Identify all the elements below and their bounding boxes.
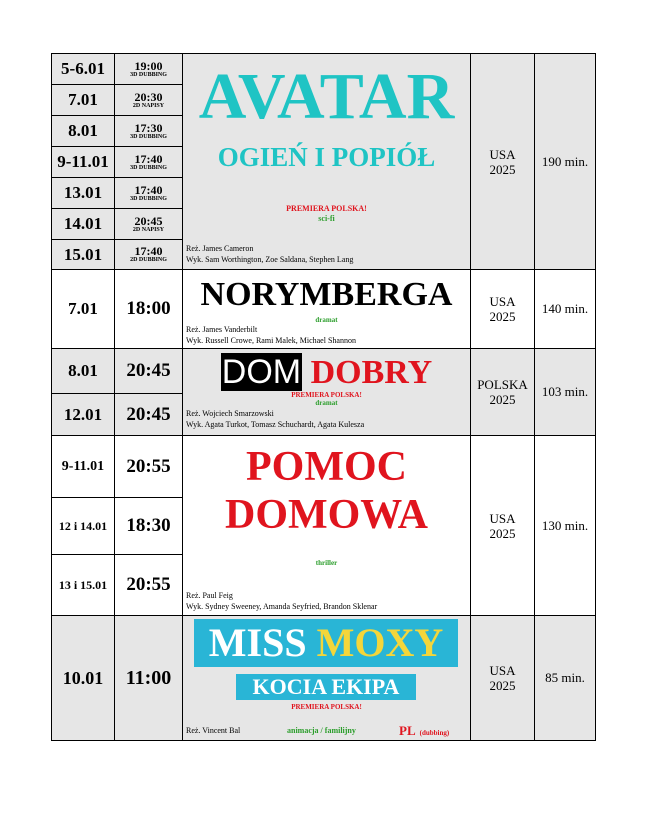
dom-dobry-date-2 — [51, 393, 115, 436]
director-label: Reż. James Vanderbilt — [186, 325, 258, 334]
title-moxy: MOXY — [316, 620, 444, 665]
time-text: 20:45 — [126, 403, 171, 425]
premiere-label: PREMIERA POLSKA! — [291, 391, 362, 399]
moxy-duration — [534, 615, 596, 741]
director-label: Reż. Wojciech Smarzowski — [186, 409, 274, 418]
format-text: 3D DUBBING — [130, 195, 167, 202]
time-text: 17:30 — [134, 120, 163, 135]
date-text: 9-11.01 — [61, 458, 105, 474]
date-text: 8.01 — [68, 121, 98, 140]
lang-code: PL — [399, 723, 416, 738]
format-text: 2D NAPISY — [132, 102, 165, 109]
format-text: 2D DUBBING — [130, 257, 167, 263]
year-text: 2025 — [489, 525, 516, 541]
avatar-origin — [470, 53, 535, 270]
avatar-subtitle: OGIEŃ I POPIÓŁ — [217, 142, 436, 172]
avatar-info — [182, 53, 471, 270]
premiere-label: PREMIERA POLSKA! — [286, 204, 367, 213]
avatar-time-5 — [114, 177, 183, 209]
date-text: 12.01 — [63, 404, 103, 424]
date-text: 7.01 — [68, 90, 98, 109]
genre-label: thriller — [315, 559, 338, 567]
duration-text: 140 min. — [541, 301, 589, 316]
date-text: 14.01 — [63, 214, 103, 233]
pomoc-info — [182, 435, 471, 616]
avatar-date-1 — [51, 53, 115, 85]
pomoc-title-line1: POMOC — [246, 444, 407, 490]
moxy-title-box — [194, 619, 458, 667]
moxy-origin — [470, 615, 535, 741]
norymberga-duration — [534, 269, 596, 349]
dom-dobry-time-1 — [114, 348, 183, 394]
date-text: 13.01 — [63, 183, 103, 202]
time-text: 19:00 — [134, 58, 163, 73]
cast-label: Wyk. Russell Crowe, Rami Malek, Michael Shannon — [186, 336, 356, 345]
cast-label: Wyk. Sam Worthington, Zoe Saldana, Stephen Lang — [186, 255, 354, 264]
year-text: 2025 — [489, 678, 516, 693]
time-text: 20:55 — [126, 455, 171, 477]
dom-dobry-title — [183, 353, 470, 392]
pomoc-time-3 — [114, 554, 183, 616]
avatar-title: AVATAR — [198, 60, 455, 133]
pomoc-time-1 — [114, 435, 183, 498]
premiere-label: PREMIERA POLSKA! — [291, 703, 362, 711]
dom-dobry-date-1 — [51, 348, 115, 394]
norymberga-origin — [470, 269, 535, 349]
director-label: Reż. Vincent Bal — [186, 726, 241, 735]
moxy-date — [51, 615, 115, 741]
norymberga-time — [114, 269, 183, 349]
avatar-time-3 — [114, 115, 183, 147]
director-label: Reż. James Cameron — [186, 244, 254, 253]
date-text: 5-6.01 — [61, 59, 105, 78]
avatar-time-1 — [114, 53, 183, 85]
pomoc-duration — [534, 435, 596, 616]
pomoc-time-2 — [114, 497, 183, 555]
avatar-duration — [534, 53, 596, 270]
schedule-table — [51, 53, 596, 741]
title-dobry: DOBRY — [310, 354, 433, 391]
format-text: 3D DUBBING — [130, 133, 167, 140]
time-text: 11:00 — [125, 666, 172, 689]
pomoc-origin — [470, 435, 535, 616]
cast-label: Wyk. Sydney Sweeney, Amanda Seyfried, Brandon Sklenar — [186, 602, 378, 611]
time-text: 17:40 — [134, 151, 163, 166]
dom-dobry-duration — [534, 348, 596, 436]
year-text: 2025 — [489, 161, 516, 177]
dom-dobry-info — [182, 348, 471, 436]
title-miss: MISS — [208, 620, 307, 665]
date-text: 13 i 15.01 — [58, 577, 108, 592]
avatar-time-4 — [114, 146, 183, 178]
title-dom: DOM — [221, 353, 302, 391]
date-text: 9-11.01 — [57, 152, 109, 171]
moxy-time — [114, 615, 183, 741]
time-text: 20:45 — [126, 360, 171, 381]
genre-label: sci-fi — [318, 214, 335, 223]
avatar-time-7 — [114, 239, 183, 270]
moxy-subtitle: KOCIA EKIPA — [236, 674, 416, 700]
country-text: USA — [489, 663, 516, 678]
country-text: USA — [489, 146, 516, 162]
avatar-date-6 — [51, 208, 115, 240]
time-text: 20:55 — [126, 574, 171, 595]
lang-label — [399, 722, 449, 740]
avatar-date-2 — [51, 84, 115, 116]
date-text: 7.01 — [68, 299, 98, 318]
date-text: 12 i 14.01 — [58, 518, 108, 533]
pomoc-date-1 — [51, 435, 115, 498]
norymberga-title: NORYMBERGA — [200, 276, 453, 313]
avatar-time-6 — [114, 208, 183, 240]
time-text: 17:40 — [134, 244, 163, 258]
date-text: 10.01 — [62, 667, 104, 688]
year-text: 2025 — [489, 392, 516, 407]
avatar-date-3 — [51, 115, 115, 147]
dom-dobry-origin — [470, 348, 535, 436]
duration-text: 190 min. — [541, 153, 589, 169]
pomoc-date-2 — [51, 497, 115, 555]
avatar-date-7 — [51, 239, 115, 270]
format-text: 3D DUBBING — [130, 71, 167, 78]
genre-label: dramat — [315, 399, 338, 407]
duration-text: 85 min. — [545, 670, 585, 685]
time-text: 20:45 — [134, 213, 163, 228]
format-text: 2D NAPISY — [132, 226, 165, 233]
pomoc-title-line2: DOMOWA — [225, 492, 428, 538]
avatar-date-4 — [51, 146, 115, 178]
moxy-info — [182, 615, 471, 741]
cast-label: Wyk. Agata Turkot, Tomasz Schuchardt, Agata Kulesza — [186, 420, 365, 429]
duration-text: 103 min. — [541, 384, 589, 399]
time-text: 20:30 — [134, 89, 163, 104]
date-text: 15.01 — [63, 244, 103, 264]
lang-note: (dubbing) — [419, 729, 450, 737]
avatar-date-5 — [51, 177, 115, 209]
genre-label: dramat — [315, 316, 338, 324]
dom-dobry-time-2 — [114, 393, 183, 436]
avatar-time-2 — [114, 84, 183, 116]
genre-label: animacja / familijny — [287, 726, 356, 735]
duration-text: 130 min. — [541, 517, 589, 533]
norymberga-date — [51, 269, 115, 349]
country-text: USA — [489, 510, 516, 526]
pomoc-date-3 — [51, 554, 115, 616]
country-text: USA — [489, 294, 516, 309]
country-text: POLSKA — [477, 377, 528, 392]
format-text: 3D DUBBING — [130, 164, 167, 171]
norymberga-info — [182, 269, 471, 349]
time-text: 18:30 — [126, 515, 171, 536]
time-text: 17:40 — [134, 182, 163, 197]
director-label: Reż. Paul Feig — [186, 591, 233, 600]
date-text: 8.01 — [68, 361, 98, 380]
time-text: 18:00 — [126, 298, 171, 319]
year-text: 2025 — [489, 309, 516, 324]
